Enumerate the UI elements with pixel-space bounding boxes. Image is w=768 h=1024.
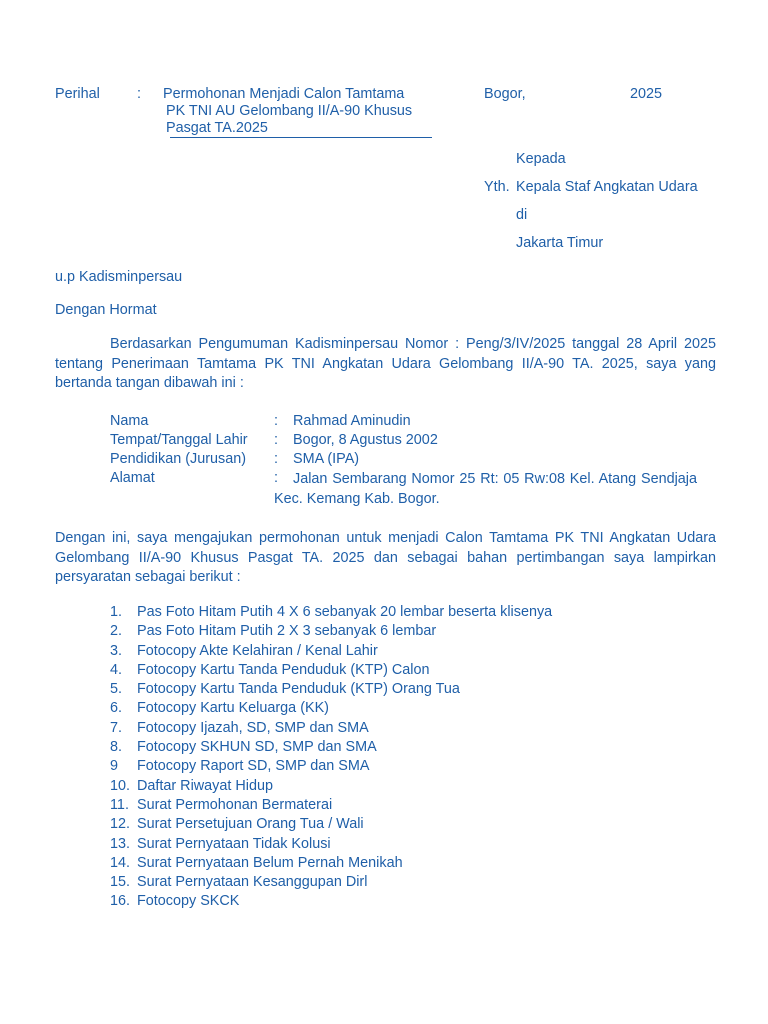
subject-line-2: PK TNI AU Gelombang II/A-90 Khusus: [166, 103, 413, 119]
list-item: 12. Surat Persetujuan Orang Tua / Wali: [110, 816, 364, 833]
identity-value-nama: Rahmad Aminudin: [293, 413, 411, 429]
letter-city: Bogor,: [484, 86, 526, 102]
list-item: 5. Fotocopy Kartu Tanda Penduduk (KTP) Orang Tua: [110, 681, 460, 698]
subject-line-1: Permohonan Menjadi Calon Tamtama: [163, 86, 405, 102]
list-item: 16. Fotocopy SKCK: [110, 893, 240, 910]
list-item: 9 Fotocopy Raport SD, SMP dan SMA: [110, 758, 370, 775]
perihal-colon: :: [137, 86, 141, 102]
identity-colon: :: [274, 470, 278, 486]
identity-colon: :: [274, 451, 278, 467]
greeting: Dengan Hormat: [55, 302, 157, 318]
identity-value-pendidikan: SMA (IPA): [293, 451, 360, 467]
list-item: 11. Surat Permohonan Bermaterai: [110, 796, 333, 813]
list-item: 14. Surat Pernyataan Belum Pernah Menikah: [110, 854, 403, 871]
list-item: 6. Fotocopy Kartu Keluarga (KK): [110, 700, 329, 717]
recipient-di: di: [516, 207, 528, 223]
list-item: 4. Fotocopy Kartu Tanda Penduduk (KTP) Calon: [110, 661, 430, 678]
identity-value-alamat: Jalan Sembarang Nomor 25 Rt: 05 Rw:08 Kel. Atang Sendjaja Kec. Kemang Kab. Bogor.: [274, 471, 697, 507]
identity-label-pendidikan: Pendidikan (Jurusan): [110, 451, 246, 467]
identity-label-nama: Nama: [110, 413, 149, 429]
identity-colon: :: [274, 432, 278, 448]
list-item: 13. Surat Pernyataan Tidak Kolusi: [110, 835, 331, 852]
list-item: 2. Pas Foto Hitam Putih 2 X 3 sebanyak 6 lembar: [110, 623, 437, 640]
recipient-kepada: Kepada: [516, 151, 566, 167]
request-paragraph: Dengan ini, saya mengajukan permohonan untuk menjadi Calon Tamtama PK TNI Angkatan Udara Gelombang II/A-90 Khusus Pasgat TA. 2025 dan sebagai bahan pertimbangan saya lampirkan persyaratan sebagai berikut :: [55, 530, 716, 585]
identity-label-alamat: Alamat: [110, 470, 155, 486]
identity-colon: :: [274, 413, 278, 429]
recipient-place: Jakarta Timur: [516, 235, 604, 251]
identity-value-ttl: Bogor, 8 Agustus 2002: [293, 432, 438, 448]
list-item: 3. Fotocopy Akte Kelahiran / Kenal Lahir: [110, 642, 378, 659]
subject-line-3: Pasgat TA.2025: [166, 120, 268, 136]
list-item: 10. Daftar Riwayat Hidup: [110, 777, 273, 794]
requirements-list: [110, 603, 552, 912]
up-line: u.p Kadisminpersau: [55, 269, 183, 285]
perihal-label: Perihal: [55, 86, 100, 102]
subject-underline: [170, 137, 432, 138]
opening-paragraph: Berdasarkan Pengumuman Kadisminpersau Nomor : Peng/3/IV/2025 tanggal 28 April 2025 tentang Penerimaan Tamtama PK TNI Angkatan Udara Gelombang II/A-90 TA. 2025, saya yang bertanda tangan dibawah ini :: [55, 336, 716, 391]
recipient-name: Kepala Staf Angkatan Udara: [516, 179, 698, 195]
letter-year: 2025: [630, 86, 663, 102]
list-item: 8. Fotocopy SKHUN SD, SMP dan SMA: [110, 739, 377, 756]
list-item: 7. Fotocopy Ijazah, SD, SMP dan SMA: [110, 719, 369, 736]
list-item: 15. Surat Pernyataan Kesanggupan Dirl: [110, 874, 368, 891]
list-item: 1. Pas Foto Hitam Putih 4 X 6 sebanyak 20 lembar beserta klisenya: [110, 604, 553, 620]
identity-label-ttl: Tempat/Tanggal Lahir: [110, 432, 248, 448]
recipient-yth: Yth.: [484, 179, 510, 195]
